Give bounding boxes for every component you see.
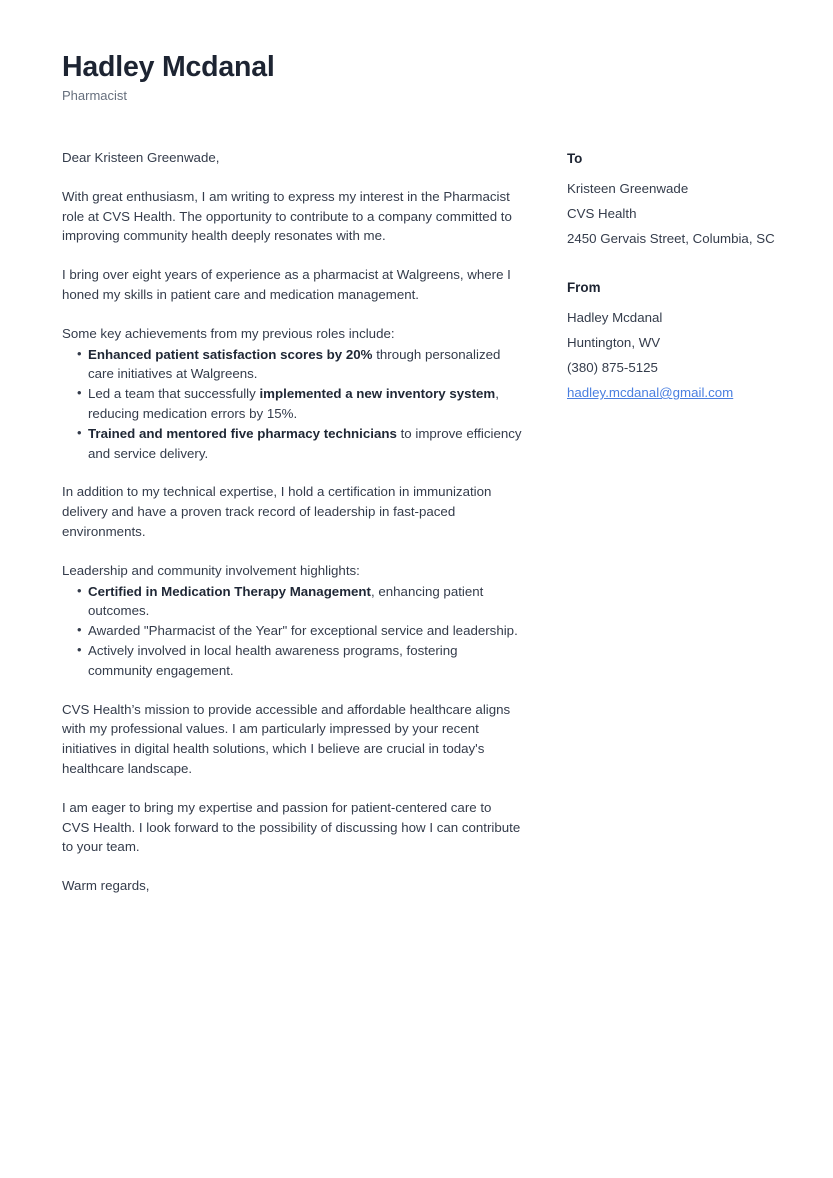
list-item-emphasis: Certified in Medication Therapy Management bbox=[88, 583, 371, 599]
list-item bbox=[88, 582, 522, 622]
paragraph-mission-alignment: CVS Health’s mission to provide accessible and affordable healthcare aligns with my professional values. I am particularly impressed by your recent initiatives in digital health solutions, which I believe are crucial in today's healthcare landscape. bbox=[62, 701, 511, 776]
letter-header bbox=[62, 50, 762, 105]
list-item-text: , reducing medication errors by 15%. bbox=[88, 386, 499, 421]
to-company: CVS Health bbox=[567, 206, 637, 221]
to-heading: To bbox=[567, 151, 583, 166]
list-item bbox=[88, 621, 522, 641]
contact-sidebar bbox=[567, 148, 797, 405]
paragraph-closing: I am eager to bring my expertise and passion for patient-centered care to CVS Health. I look forward to the possibility of discussing how I can contribute to your team. bbox=[62, 799, 521, 855]
from-email-link-wrapper bbox=[567, 380, 797, 405]
page-title: Hadley Mcdanal bbox=[62, 51, 275, 83]
list-item-text: through personalized care initiatives at Walgreens. bbox=[88, 346, 501, 382]
achievements-list bbox=[62, 345, 522, 464]
achievements-intro: Some key achievements from my previous roles include: bbox=[62, 325, 395, 341]
list-item-lead: Awarded "Pharmacist of the Year" for exceptional service and leadership. bbox=[88, 623, 518, 639]
list-item-text: , enhancing patient outcomes. bbox=[88, 583, 484, 619]
list-item bbox=[88, 424, 522, 464]
paragraph-experience: I bring over eight years of experience as a pharmacist at Walgreens, where I honed my skills in patient care and medication management. bbox=[62, 267, 511, 302]
salutation: Dear Kristeen Greenwade, bbox=[62, 150, 220, 165]
paragraph-intro: With great enthusiasm, I am writing to express my interest in the Pharmacist role at CVS Health. The opportunity to contribute to a company committed to improving community health deeply resonates with me. bbox=[62, 188, 512, 244]
list-item bbox=[88, 384, 522, 424]
from-location: Huntington, WV bbox=[567, 335, 661, 350]
from-sender-name: Hadley Mcdanal bbox=[567, 310, 663, 325]
list-item-text: to improve efficiency and service delivery. bbox=[88, 425, 522, 461]
job-title-subtitle: Pharmacist bbox=[62, 88, 128, 103]
signoff: Warm regards, bbox=[62, 878, 150, 894]
from-heading: From bbox=[567, 280, 601, 295]
from-email-link[interactable]: hadley.mcdanal@gmail.com bbox=[567, 385, 734, 400]
to-address: 2450 Gervais Street, Columbia, SC bbox=[567, 231, 775, 246]
list-item-lead: Actively involved in local health awareness programs, fostering community engagement. bbox=[88, 642, 458, 678]
leadership-list bbox=[62, 582, 522, 681]
list-item-lead: Led a team that successfully bbox=[88, 386, 260, 402]
leadership-intro: Leadership and community involvement highlights: bbox=[62, 562, 360, 578]
paragraph-certification: In addition to my technical expertise, I hold a certification in immunization delivery and have a proven track record of leadership in fast-paced environments. bbox=[62, 484, 492, 539]
letter-body bbox=[62, 148, 522, 915]
list-item bbox=[88, 345, 522, 385]
to-recipient-name: Kristeen Greenwade bbox=[567, 181, 689, 196]
list-item bbox=[88, 641, 522, 681]
list-item-emphasis: Enhanced patient satisfaction scores by 20% bbox=[88, 346, 373, 362]
from-block bbox=[567, 277, 797, 405]
to-block bbox=[567, 148, 797, 251]
list-item-emphasis: Trained and mentored five pharmacy technicians bbox=[88, 425, 397, 441]
from-phone: (380) 875-5125 bbox=[567, 360, 658, 375]
list-item-emphasis: implemented a new inventory system bbox=[259, 386, 496, 402]
